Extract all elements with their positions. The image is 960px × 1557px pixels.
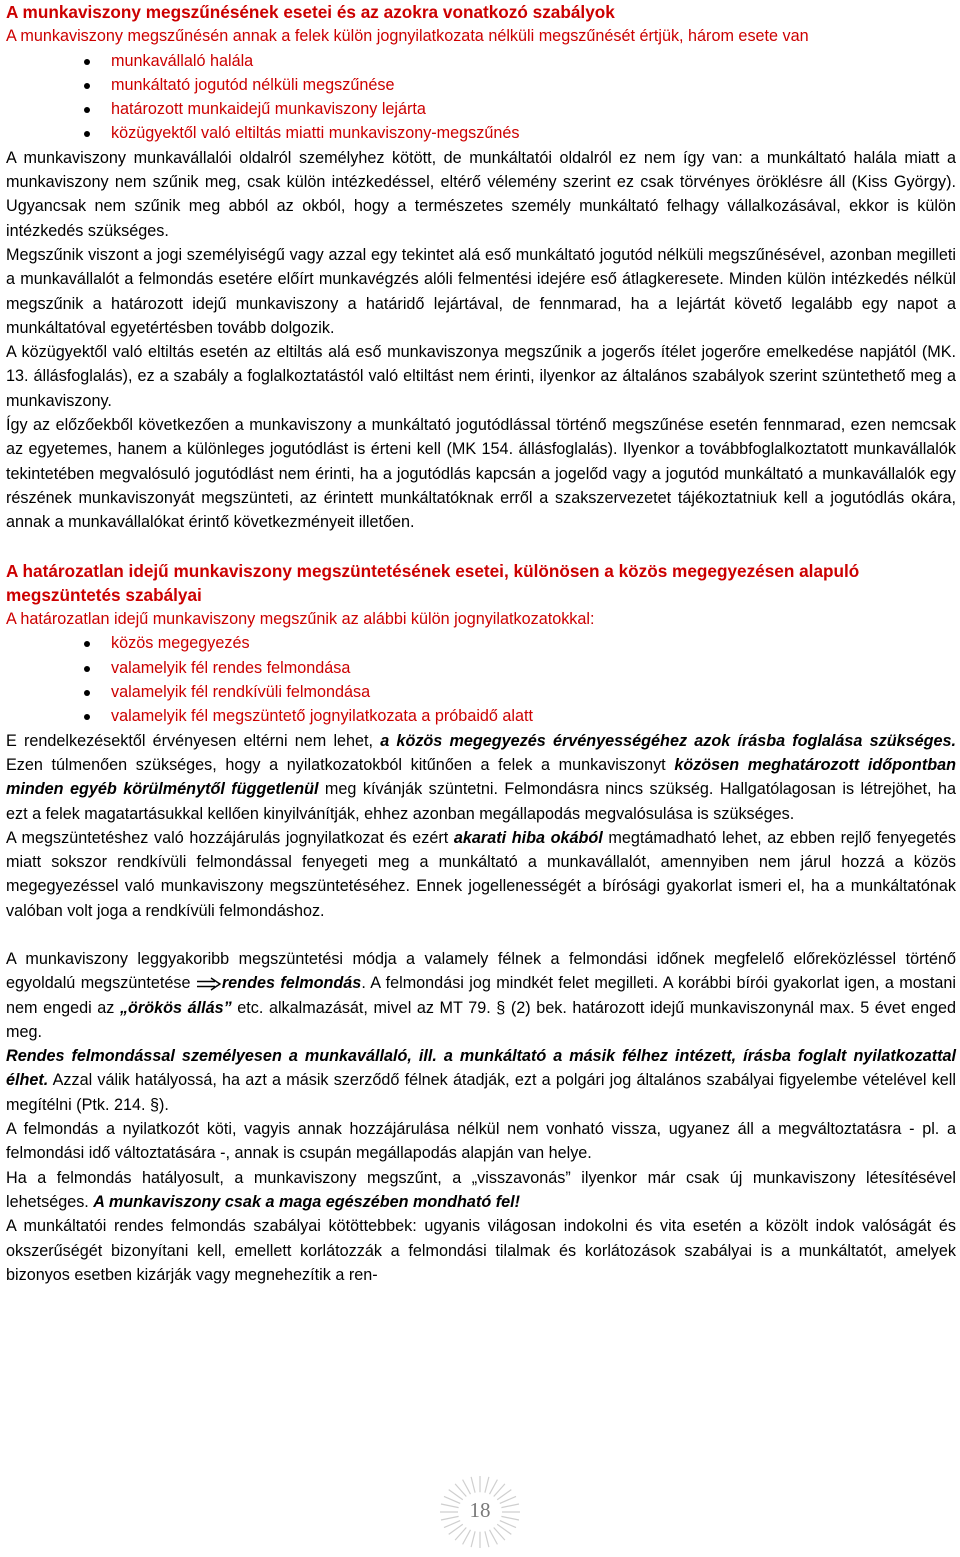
emphasis: akarati hiba okából: [453, 828, 603, 847]
emphasis: közösen meghatározott időpontban minden egyéb körülménytől függetlenül: [6, 755, 956, 799]
list-item: határozott munkaidejű munkaviszony lejárta: [111, 97, 956, 121]
implies-arrow-icon: [196, 977, 222, 991]
emphasis: A munkaviszony csak a maga egészében mondható fel!: [93, 1192, 520, 1211]
list-item: közös megegyezés: [111, 631, 956, 655]
emphasis: Rendes felmondással személyesen a munkavállaló, ill. a munkáltató a másik félhez intézett, írásba foglalt nyilatkozattal élhet.: [6, 1047, 956, 1090]
text-run: Ezen túlmenően szükséges, hogy a nyilatkozatokból kitűnően a felek a munkaviszonyt: [6, 755, 675, 774]
paragraph: [6, 826, 956, 923]
spacer: [6, 535, 956, 559]
list-item: közügyektől való eltiltás miatti munkaviszony-megszűnés: [111, 121, 956, 145]
page-number-badge: [432, 1468, 528, 1552]
list-item: munkáltató jogutód nélküli megszűnése: [111, 73, 956, 97]
text-run: A megszüntetéshez való hozzájárulás jognyilatkozat és ezért: [6, 828, 454, 847]
list-item: valamelyik fél rendkívüli felmondása: [111, 680, 956, 704]
document-body: [6, 0, 956, 1287]
section-intro: A munkaviszony megszűnésén annak a felek külön jognyilatkozata nélküli megszűnését értjük, három esete van: [6, 27, 809, 46]
section-intro: A határozatlan idejű munkaviszony megszűnik az alábbi külön jognyilatkozatokkal:: [6, 610, 595, 629]
emphasis: a közös megegyezés érvényességéhez azok írásba foglalása szükséges.: [380, 731, 957, 750]
list-item: valamelyik fél megszüntető jognyilatkozata a próbaidő alatt: [111, 704, 956, 728]
text-run: . A felmondási jog mindkét felet megilleti. A korábbi bírói gyakorlat igen, a mostani nem engedi az: [6, 974, 956, 1017]
list-item: munkavállaló halála: [111, 49, 956, 73]
text-run: megtámadható lehet, az ebben rejlő fenyegetés miatt sokszor rendkívüli felmondással fenyegeti meg a munkáltató a munkavállalót, amennyiben nem járul hozzá a közös megegyezéssel való munkaviszony megszüntetéséhez. Ennek jogellenességét a bírósági gyakorlat ismeri el, ha a munkáltatónak valóban volt joga a rendkívüli felmondáshoz.: [6, 828, 956, 920]
page-number: 18: [469, 1498, 491, 1522]
section-heading: A határozatlan idejű munkaviszony megszüntetésének esetei, különösen a közös megegyezésen alapuló megszüntetés szabályai: [6, 560, 860, 605]
text-run: etc. alkalmazását, mivel az MT 79. § (2) bek. határozott idejű munkaviszonynál max. 5 évet enged meg.: [6, 998, 956, 1041]
text-run: meg kívánják szüntetni. Felmondásra nincs szükség. Hallgatólagosan is létrejöhet, ha ezt a felek magatartásukkal kellően kinyilvánítják, ehhez azonban megállapodás megvalósulása is szükséges.: [6, 780, 956, 823]
text-run: A munkaviszony leggyakoribb megszüntetési módja a valamely félnek a felmondási időnek megfelelő előreközléssel történő egyoldalú megszüntetése: [6, 949, 956, 993]
paragraph: A felmondás a nyilatkozót köti, vagyis annak hozzájárulása nélkül nem vonható vissza, ugyanez áll a megváltoztatásra - pl. a felmondási idő változtatására -, annak is csupán megállapodás alapján van helye.: [6, 1120, 956, 1163]
spacer: [6, 923, 956, 947]
text-run: Azzal válik hatályossá, ha azt a másik szerződő félnek átadják, ezt a polgári jog általános szabályai figyelembe vételével kell megítélni (Ptk. 214. §).: [6, 1071, 956, 1114]
section-heading: A munkaviszony megszűnésének esetei és az azokra vonatkozó szabályok: [6, 2, 615, 22]
text-run: Ha a felmondás hatályosult, a munkaviszony megszűnt, a „visszavonás” ilyenkor már csak új munkaviszony létesítésével lehetséges.: [6, 1168, 956, 1211]
paragraph: A munkaviszony munkavállalói oldalról személyhez kötött, de munkáltatói oldalról ez nem így van: a munkáltató halála miatt a munkaviszony nem szűnik meg, csak külön intézkedéssel, eltérő vélemény szerint ez csak törvényes öröklésre áll (Kiss György). Ugyancsak nem szűnik meg abból az okból, hogy a természetes személy munkáltató felhagy vállalkozásával, ekkor is külön intézkedés szükséges.: [6, 148, 956, 240]
paragraph: A közügyektől való eltiltás esetén az eltiltás alá eső munkaviszonya megszűnik a jogerős ítélet jogerőre emelkedése napjától (MK. 13. állásfoglalás), ez a szabály a foglalkoztatástól való eltiltást nem érinti, ilyenkor az általános szabályok szerint szüntethető meg a munkaviszony.: [6, 343, 956, 410]
emphasis: rendes felmondás: [221, 974, 362, 993]
list-item: valamelyik fél rendes felmondása: [111, 656, 956, 680]
paragraph: A munkáltatói rendes felmondás szabályai kötöttebbek: ugyanis világosan indokolni és vita esetén a közölt indok valóságát és okszerűségét bizonyítani kell, emellett korlátozzák a felmondási tilalmak és korlátozások szabályai is a munkáltatót, amelyek bizonyos esetben kizárják vagy megnehezítik a ren-: [6, 1217, 956, 1284]
termination-ways-list: [6, 631, 956, 728]
paragraph: Megszűnik viszont a jogi személyiségű vagy azzal egy tekintet alá eső munkáltató jogutód nélküli megszűnésével, azonban megilleti a munkavállalót a felmondás esetére előírt munkavégzés alóli felmentési idejére eső átlagkeresete. Minden külön intézkedés nélkül megszűnik a határozott idejű munkaviszony a határidő lejártával, de fennmarad, ha a lejártát követő legalább egy napot a munkáltatóval egyetértésben tovább dolgozik.: [6, 245, 956, 337]
paragraph: [6, 1044, 956, 1117]
emphasis: „örökös állás”: [119, 998, 232, 1017]
paragraph: [6, 1166, 956, 1215]
paragraph: [6, 947, 956, 1044]
termination-cases-list: [6, 49, 956, 146]
text-run: E rendelkezésektől érvényesen eltérni nem lehet,: [6, 731, 381, 750]
paragraph: Így az előzőekből következően a munkaviszony a munkáltató jogutódlással történő megszűnése esetén fennmarad, ezen nemcsak az egyetemes, hanem a különleges jogutódlást is érteni kell (MK 154. állásfoglalás). Ilyenkor a továbbfoglalkoztatott munkavállalók tekintetében megvalósuló jogutódlást nem érinti, ha a jogutódlás kapcsán a jogelőd vagy a jogutód munkáltató a munkavállalók egy részének munkaviszonyát megszünteti, az érintett munkáltatóknak erről a szakszervezetet tájékoztatniuk kell a jogutódlás okára, annak a munkavállalókat érintő következményeit illetően.: [6, 416, 956, 532]
paragraph: [6, 729, 956, 826]
